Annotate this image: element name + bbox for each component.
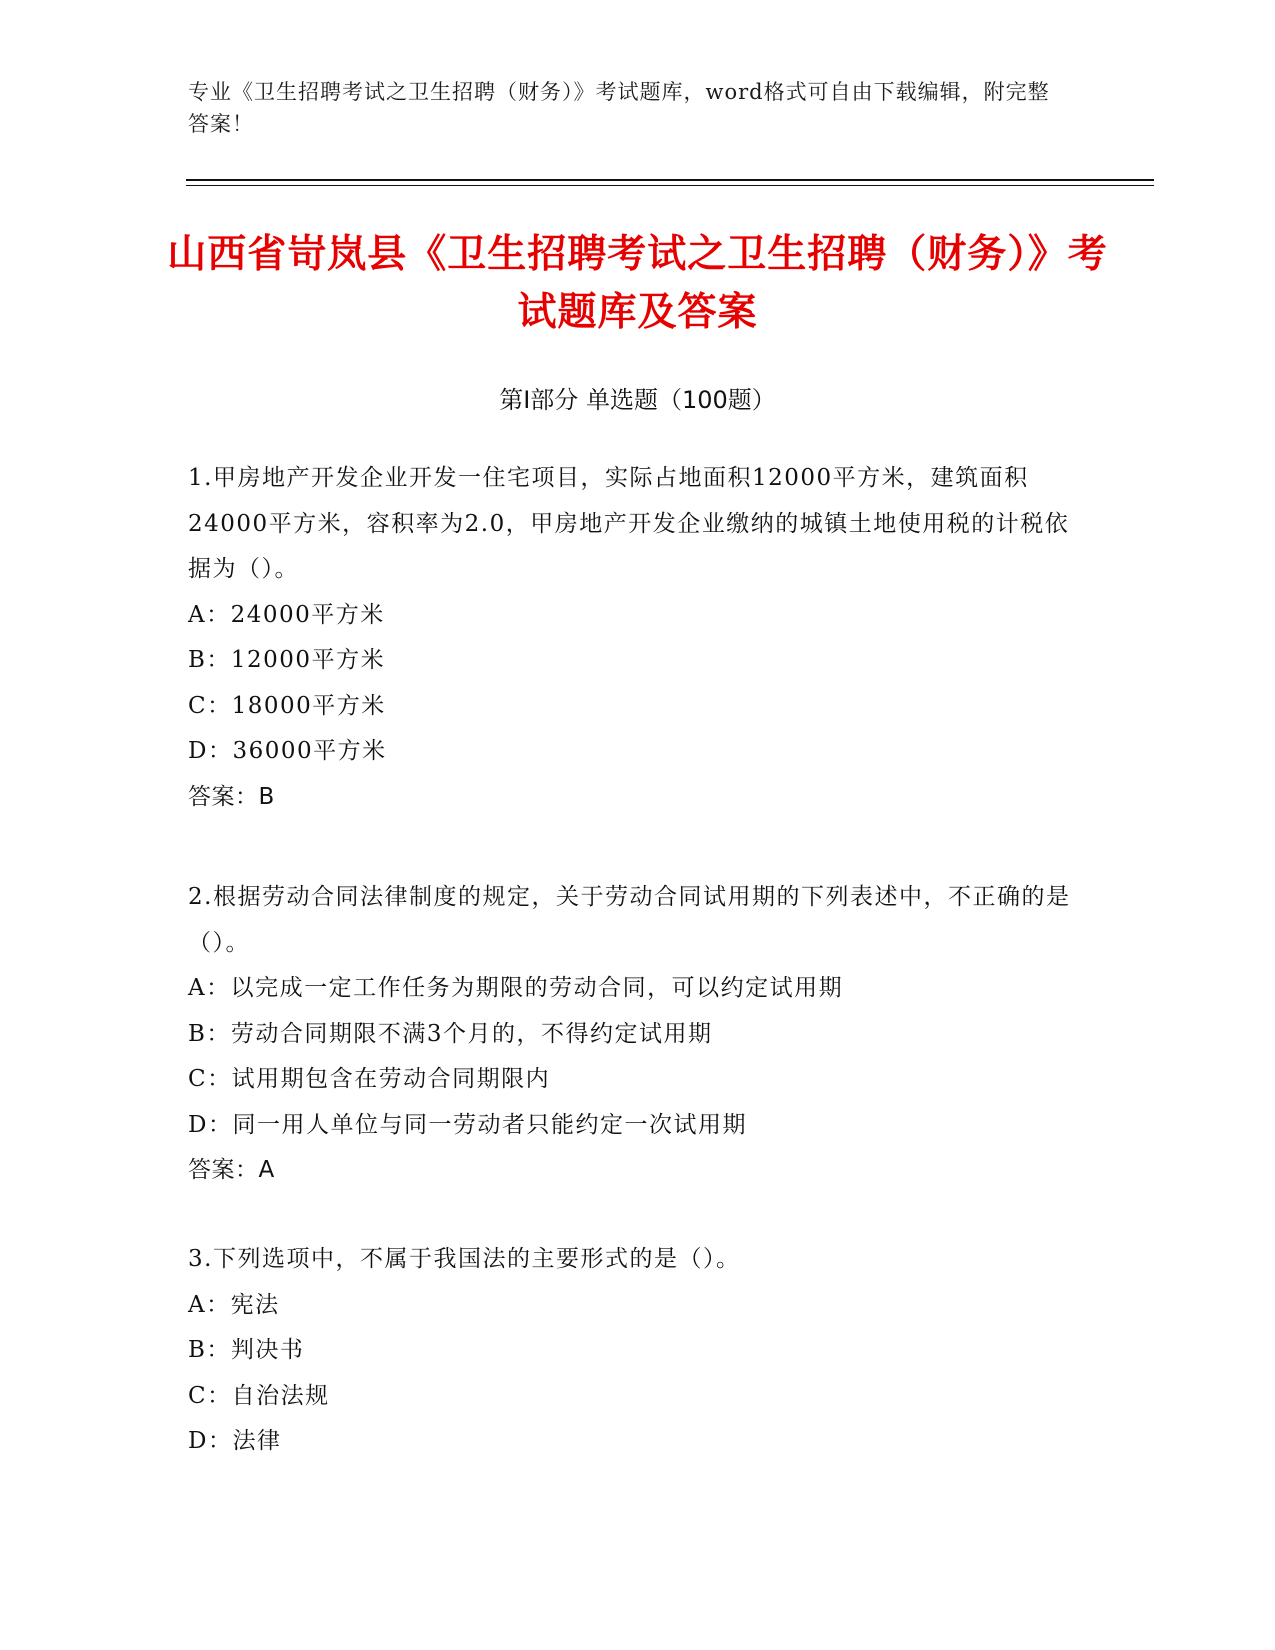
- option-a: A：24000平方米: [188, 601, 385, 628]
- question-block: [188, 456, 1088, 820]
- question-block: [188, 875, 1088, 1194]
- option-b: B：判决书: [188, 1337, 305, 1363]
- section-heading: 第I部分 单选题（100题）: [499, 386, 776, 414]
- option-c: C：自治法规: [188, 1382, 330, 1409]
- option-d: D：同一用人单位与同一劳动者只能约定一次试用期: [188, 1111, 747, 1138]
- answer-line: 答案：A: [188, 1157, 275, 1183]
- question-stem: 1.甲房地产开发企业开发一住宅项目，实际占地面积12000平方米，建筑面积24000平方米，容积率为2.0，甲房地产开发企业缴纳的城镇土地使用税的计税依据为（）。: [188, 465, 1070, 582]
- header-note: 专业《卫生招聘考试之卫生招聘（财务）》考试题库，word格式可自由下载编辑，附完整答案！: [188, 80, 1050, 136]
- question-stem: 3.下列选项中，不属于我国法的主要形式的是（）。: [188, 1246, 741, 1272]
- document-title: 山西省岢岚县《卫生招聘考试之卫生招聘（财务）》考试题库及答案: [167, 232, 1108, 335]
- option-b: B：12000平方米: [188, 647, 386, 673]
- question-block: [188, 1237, 1088, 1465]
- question-stem: 2.根据劳动合同法律制度的规定，关于劳动合同试用期的下列表述中，不正确的是（）。: [188, 884, 1071, 956]
- option-c: C：18000平方米: [188, 692, 386, 719]
- option-a: A：以完成一定工作任务为期限的劳动合同，可以约定试用期: [188, 975, 844, 1001]
- option-a: A：宪法: [188, 1291, 280, 1318]
- answer-line: 答案：B: [188, 783, 275, 810]
- header-divider-thick: [186, 179, 1154, 181]
- header-divider-thin: [186, 185, 1154, 186]
- option-d: D：36000平方米: [188, 738, 387, 764]
- option-b: B：劳动合同期限不满3个月的，不得约定试用期: [188, 1020, 713, 1047]
- option-c: C：试用期包含在劳动合同期限内: [188, 1066, 551, 1092]
- option-d: D：法律: [188, 1428, 282, 1454]
